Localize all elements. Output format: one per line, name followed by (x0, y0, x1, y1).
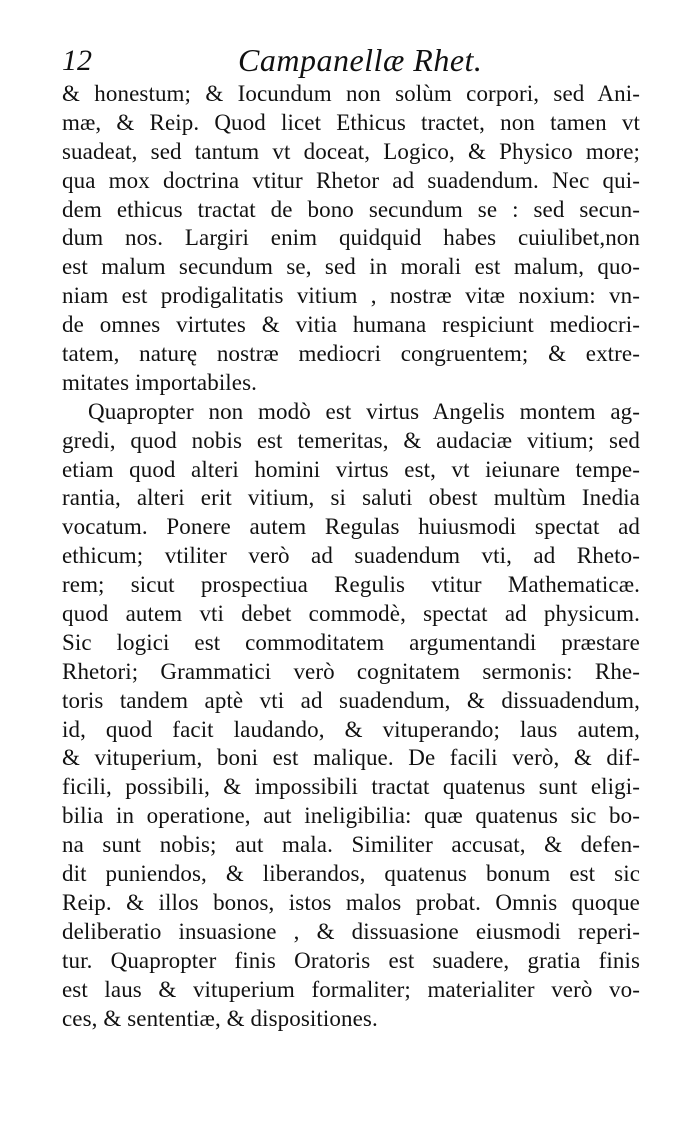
text-line: ces, & sententiæ, & dispositiones. (62, 1005, 378, 1031)
text-line: est malum secundum se, sed in morali est malum, quo- (62, 254, 640, 280)
text-line: deliberatio insuasione , & dissuasione eiusmodi reperi- (62, 918, 640, 944)
text-line: mitates importabiles. (62, 369, 258, 395)
text-line: bilia in operatione, aut ineligibilia: quæ quatenus sic bo- (62, 803, 640, 829)
text-line: tatem, naturę nostræ mediocri congruentem; & extre- (62, 341, 640, 367)
text-line: qua mox doctrina vtitur Rhetor ad suadendum. Nec qui- (62, 167, 640, 193)
text-line: dum nos. Largiri enim quidquid habes cuiulibet,non (62, 225, 640, 251)
text-line: mæ, & Reip. Quod licet Ethicus tractet, non tamen vt (62, 109, 640, 135)
page-number: 12 (62, 44, 92, 77)
body-text (62, 80, 640, 1033)
text-line: & vituperium, boni est malique. De facili verò, & dif- (62, 745, 640, 771)
text-line: de omnes virtutes & vitia humana respiciunt mediocri- (62, 312, 640, 338)
text-line: & honestum; & Iocundum non solùm corpori, sed Ani- (62, 81, 640, 106)
text-line: dit puniendos, & liberandos, quatenus bonum est sic (62, 861, 640, 887)
text-line: niam est prodigalitatis vitium , nostræ vitæ noxium: vn- (62, 283, 640, 309)
text-line: Rhetori; Grammatici verò cognitatem sermonis: Rhe- (62, 658, 640, 684)
text-line: id, quod facit laudando, & vituperando; laus autem, (62, 716, 640, 742)
running-head: Campanellæ Rhet. (238, 42, 483, 78)
text-line: vocatum. Ponere autem Regulas huiusmodi spectat ad (62, 514, 640, 540)
text-line: rem; sicut prospectiua Regulis vtitur Mathematicæ. (62, 572, 640, 598)
text-line: suadeat, sed tantum vt doceat, Logico, & Physico more; (62, 138, 640, 164)
text-line: rantia, alteri erit vitium, si saluti obest multùm Inedia (62, 485, 640, 511)
text-line: Sic logici est commoditatem argumentandi præstare (62, 629, 640, 655)
text-line: ficili, possibili, & impossibili tractat quatenus sunt eligi- (62, 774, 640, 800)
text-line: quod autem vti debet commodè, spectat ad physicum. (62, 601, 640, 627)
paragraph (62, 398, 640, 1034)
text-line: toris tandem aptè vti ad suadendum, & dissuadendum, (62, 687, 640, 713)
text-line: na sunt nobis; aut mala. Similiter accusat, & defen- (62, 832, 640, 858)
text-line: Reip. & illos bonos, istos malos probat. Omnis quoque (62, 889, 640, 915)
text-line: dem ethicus tractat de bono secundum se : sed secun- (62, 196, 640, 222)
text-line: tur. Quapropter finis Oratoris est suadere, gratia finis (62, 947, 640, 973)
text-line: etiam quod alteri homini virtus est, vt ieiunare tempe- (62, 456, 640, 482)
page-header (62, 40, 642, 80)
paragraph (62, 80, 640, 398)
text-line: gredi, quod nobis est temeritas, & audaciæ vitium; sed (62, 427, 640, 453)
text-line: ethicum; vtiliter verò ad suadendum vti, ad Rheto- (62, 543, 640, 569)
text-line: Quapropter non modò est virtus Angelis montem ag- (88, 398, 640, 424)
text-line: est laus & vituperium formaliter; materialiter verò vo- (62, 976, 640, 1002)
